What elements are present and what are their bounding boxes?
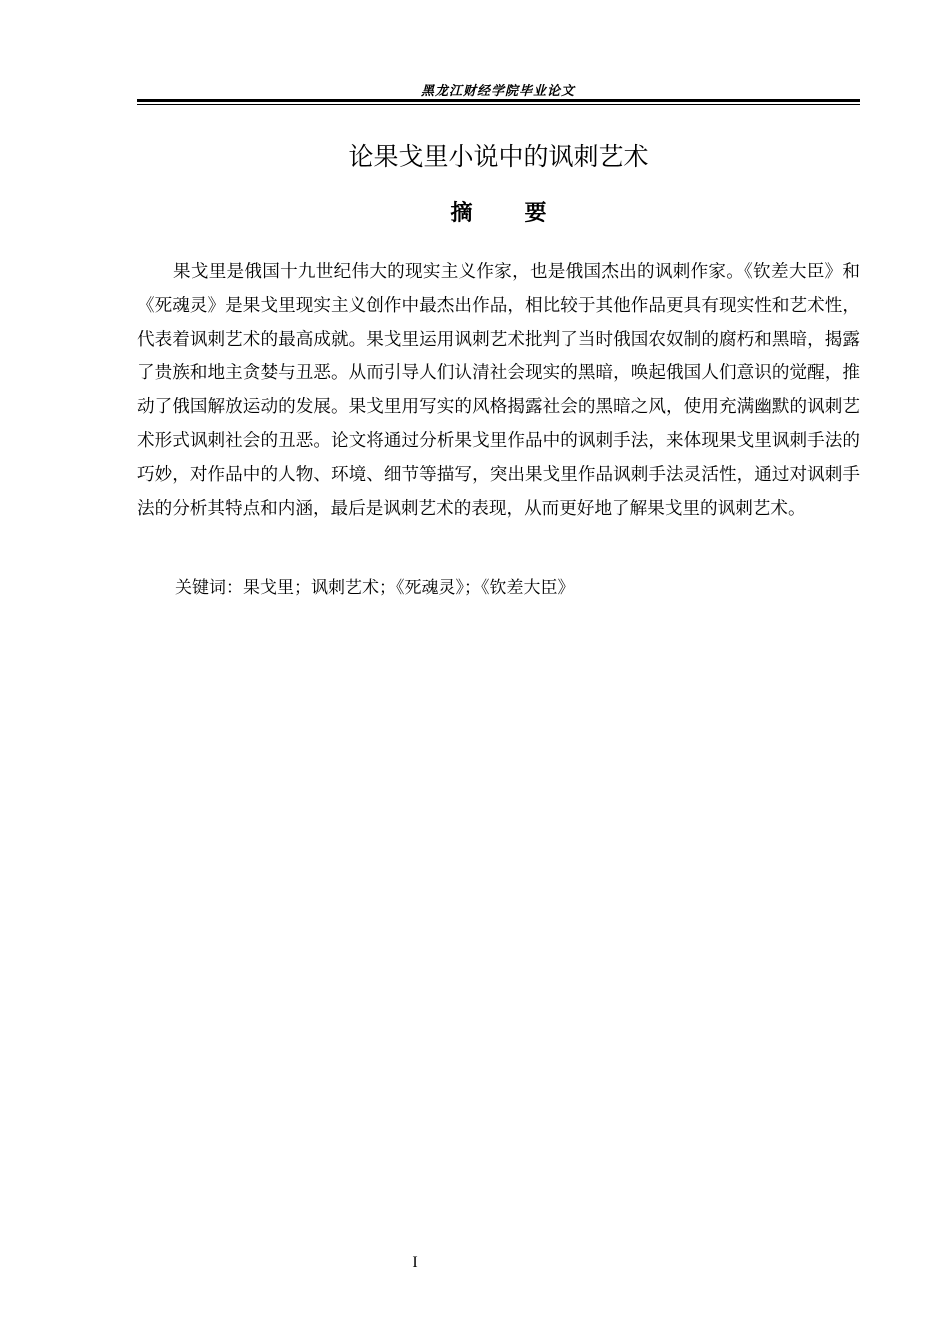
keywords-label: 关键词： bbox=[175, 578, 243, 598]
abstract-heading: 摘要 bbox=[450, 201, 599, 226]
page-title: 论果戈里小说中的讽刺艺术 bbox=[348, 142, 649, 171]
header-rule-thin bbox=[137, 104, 860, 105]
keywords-line bbox=[175, 573, 855, 603]
header-rule-thick bbox=[137, 99, 860, 102]
page-number: I bbox=[412, 1254, 418, 1271]
running-header: 黑龙江财经学院毕业论文 bbox=[420, 84, 575, 99]
abstract-body: 果戈里是俄国十九世纪伟大的现实主义作家，也是俄国杰出的讽刺作家。《钦差大臣》和《死魂灵》是果戈里现实主义创作中最杰出作品，相比较于其他作品更具有现实性和艺术性，代表着讽刺艺术的最高成就。果戈里运用讽刺艺术批判了当时俄国农奴制的腐朽和黑暗，揭露了贵族和地主贪婪与丑恶。从而引导人们认清社会现实的黑暗，唤起俄国人们意识的觉醒，推动了俄国解放运动的发展。果戈里用写实的风格揭露社会的黑暗之风，使用充满幽默的讽刺艺术形式讽刺社会的丑恶。论文将通过分析果戈里作品中的讽刺手法，来体现果戈里讽刺手法的巧妙，对作品中的人物、环境、细节等描写，突出果戈里作品讽刺手法灵活性，通过对讽刺手法的分析其特点和内涵，最后是讽刺艺术的表现，从而更好地了解果戈里的讽刺艺术。 bbox=[137, 262, 860, 519]
keywords-text: 果戈里；讽刺艺术；《死魂灵》；《钦差大臣》 bbox=[243, 578, 575, 598]
